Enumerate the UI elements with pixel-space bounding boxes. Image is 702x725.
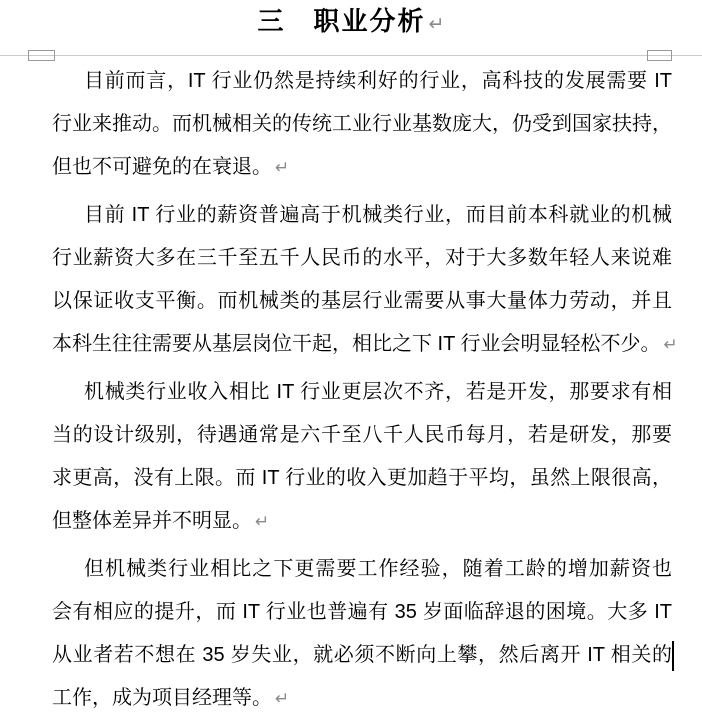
paragraph-mark-icon: ↵ <box>275 158 290 178</box>
paragraph-mark-icon: ↵ <box>428 13 445 35</box>
line-text: 行业薪资大多在三千至五千人民币的水平，对于大多数年轻人来说难 <box>52 247 672 269</box>
text-line[interactable] <box>52 323 678 366</box>
paragraph-2 <box>52 194 678 366</box>
line-text: 目前而言，IT 行业仍然是持续利好的行业，高科技的发展需要 IT <box>84 70 672 92</box>
line-text: 但机械类行业相比之下更需要工作经验，随着工龄的增加薪资也 <box>84 558 672 580</box>
line-text: 求更高，没有上限。而 IT 行业的收入更加趋于平均，虽然上限很高， <box>52 467 672 489</box>
paragraph-mark-icon: ↵ <box>663 335 678 355</box>
line-text: 从业者若不想在 35 岁失业，就必须不断向上攀，然后离开 IT 相关的 <box>52 644 672 666</box>
document-heading[interactable] <box>0 3 702 39</box>
text-line[interactable] <box>52 414 672 457</box>
line-text: 以保证收支平衡。而机械类的基层行业需要从事大量体力劳动，并且 <box>52 290 672 312</box>
text-line[interactable] <box>52 103 672 146</box>
line-text: 但也不可避免的在衰退。 <box>52 156 272 178</box>
line-text: 当的设计级别，待遇通常是六千至八千人民币每月，若是研发，那要 <box>52 424 672 446</box>
document-body[interactable] <box>52 60 678 725</box>
text-line[interactable] <box>52 500 672 543</box>
text-line[interactable] <box>52 457 672 500</box>
text-line[interactable] <box>52 677 672 720</box>
left-margin-marker <box>28 50 55 61</box>
paragraph-mark-icon: ↵ <box>275 689 290 709</box>
paragraph-1 <box>52 60 672 189</box>
text-line[interactable] <box>52 194 672 237</box>
text-line[interactable] <box>52 60 672 103</box>
text-line[interactable] <box>52 280 672 323</box>
line-text: 本科生往往需要从基层岗位干起，相比之下 IT 行业会明显轻松不少。 <box>52 333 661 355</box>
paragraph-4 <box>52 548 672 720</box>
text-line[interactable] <box>52 237 672 280</box>
line-text: 工作，成为项目经理等。 <box>52 687 272 709</box>
heading-text: 三 职业分析 <box>257 6 426 36</box>
paragraph-mark-icon: ↵ <box>255 512 270 532</box>
text-line[interactable] <box>52 371 672 414</box>
text-line[interactable] <box>52 634 672 677</box>
text-cursor <box>672 641 674 671</box>
line-text: 目前 IT 行业的薪资普遍高于机械类行业，而目前本科就业的机械 <box>84 204 672 226</box>
page-margin-line <box>0 55 702 56</box>
text-line[interactable] <box>52 146 672 189</box>
line-text: 但整体差异并不明显。 <box>52 510 252 532</box>
line-text: 行业来推动。而机械相关的传统工业行业基数庞大，仍受到国家扶持， <box>52 113 672 135</box>
line-text: 会有相应的提升，而 IT 行业也普遍有 35 岁面临辞退的困境。大多 IT <box>52 601 672 623</box>
line-text: 机械类行业收入相比 IT 行业更层次不齐，若是开发，那要求有相 <box>84 381 672 403</box>
text-line[interactable] <box>52 591 672 634</box>
paragraph-3 <box>52 371 672 543</box>
text-line[interactable] <box>52 548 672 591</box>
